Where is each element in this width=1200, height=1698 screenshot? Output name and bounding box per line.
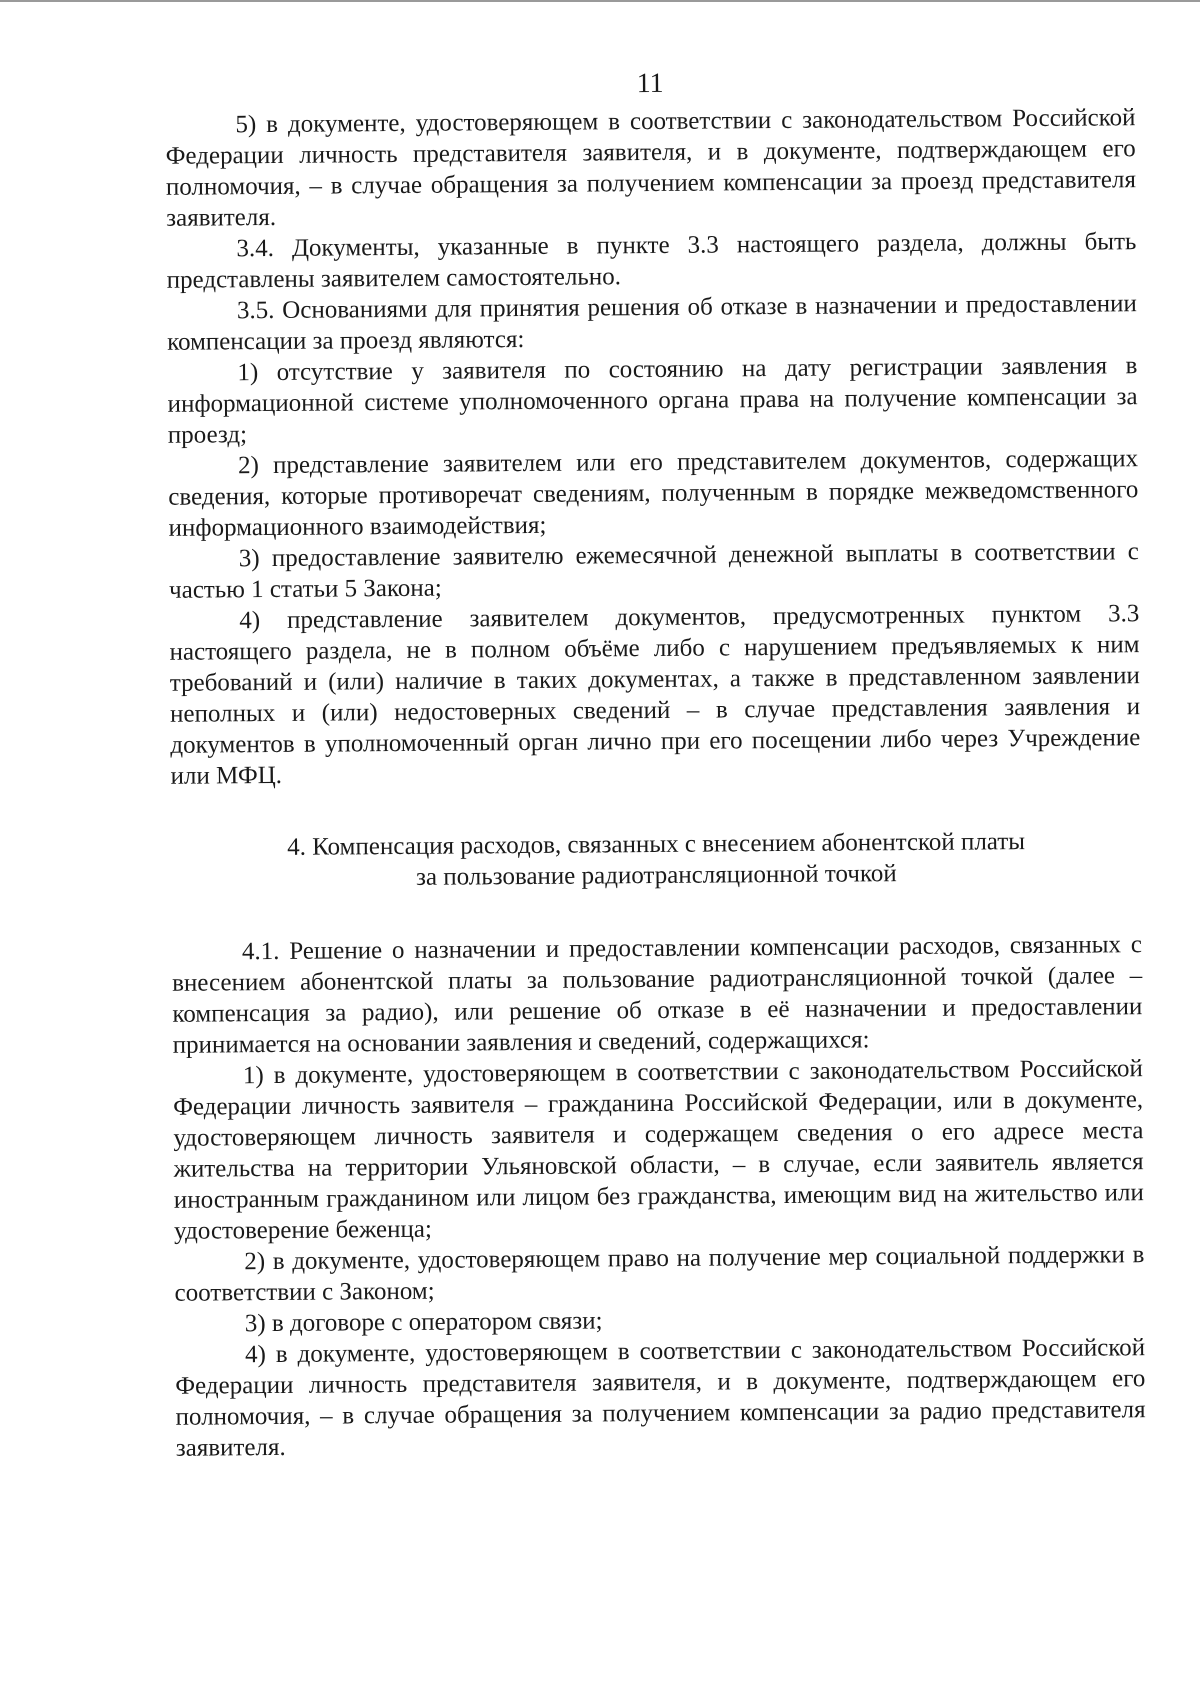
page-number: 11	[636, 67, 664, 100]
section-4-heading-line-1: 4. Компенсация расходов, связанных с внесением абонентской платы	[287, 828, 1026, 861]
paragraph-3-3-item-5: 5) в документе, удостоверяющем в соответствии с законодательством Российской Федерации личность представителя заявителя, и в документе, подтверждающем его полномочия, – в случае обращения за получением компенсации за проезд представителя заявителя.	[165, 104, 1136, 232]
paragraph-4-1-item-3: 3) в договоре с оператором связи;	[244, 1307, 603, 1338]
paragraph-4-1-item-2: 2) в документе, удостоверяющем право на получение мер социальной поддержки в соответствии с Законом;	[174, 1241, 1145, 1307]
section-4-heading-line-2: за пользование радиотрансляционной точкой	[415, 860, 897, 891]
paragraph-3-5: 3.5. Основаниями для принятия решения об отказе в назначении и предоставлении компенсации за проезд являются:	[167, 290, 1137, 356]
scan-top-border	[0, 0, 1200, 2]
document-page	[165, 64, 1146, 1464]
section-4-body	[172, 929, 1146, 1464]
paragraph-3-5-item-2: 2) представление заявителем или его представителем документов, содержащих сведения, которые противоречат сведениям, полученным в порядке межведомственного информационного взаимодействия;	[168, 445, 1139, 542]
paragraph-3-4: 3.4. Документы, указанные в пункте 3.3 настоящего раздела, должны быть представлены заявителем самостоятельно.	[166, 228, 1137, 294]
paragraph-3-5-item-4: 4) представление заявителем документов, предусмотренных пунктом 3.3 настоящего раздела, не в полном объёме либо с нарушением предъявляемых к ним требований и (или) наличие в таких документах, а также в представленном заявлении неполных и (или) недостоверных сведений – в случае представления заявления и документов в уполномоченный орган лично при его посещении либо через Учреждение или МФЦ.	[169, 600, 1141, 790]
paragraph-4-1-item-4: 4) в документе, удостоверяющем в соответствии с законодательством Российской Федерации личность представителя заявителя, и в документе, подтверждающем его полномочия, – в случае обращения за получением компенсации за радио представителя заявителя.	[175, 1334, 1146, 1462]
section-3-continuation	[165, 102, 1140, 792]
paragraph-4-1: 4.1. Решение о назначении и предоставлении компенсации расходов, связанных с внесением абонентской платы за пользование радиотрансляционной точкой (далее – компенсация за радио), или решение об отказе в её назначении и предоставлении принимается на основании заявления и сведений, содержащихся:	[172, 931, 1143, 1059]
paragraph-4-1-item-1: 1) в документе, удостоверяющем в соответствии с законодательством Российской Федерации личность заявителя – гражданина Российской Федерации, или в документе, удостоверяющем личность заявителя и содержащем сведения о его адресе места жительства на территории Ульяновской области, – в случае, если заявитель является иностранным гражданином или лицом без гражданства, имеющим вид на жительство или удостоверение беженца;	[173, 1055, 1144, 1245]
paragraph-3-5-item-3: 3) предоставление заявителю ежемесячной денежной выплаты в соответствии с частью 1 статьи 5 Закона;	[168, 538, 1139, 604]
section-4-heading	[171, 825, 1141, 895]
paragraph-3-5-item-1: 1) отсутствие у заявителя по состоянию на дату регистрации заявления в информационной системе уполномоченного органа права на получение компенсации за проезд;	[167, 352, 1138, 449]
